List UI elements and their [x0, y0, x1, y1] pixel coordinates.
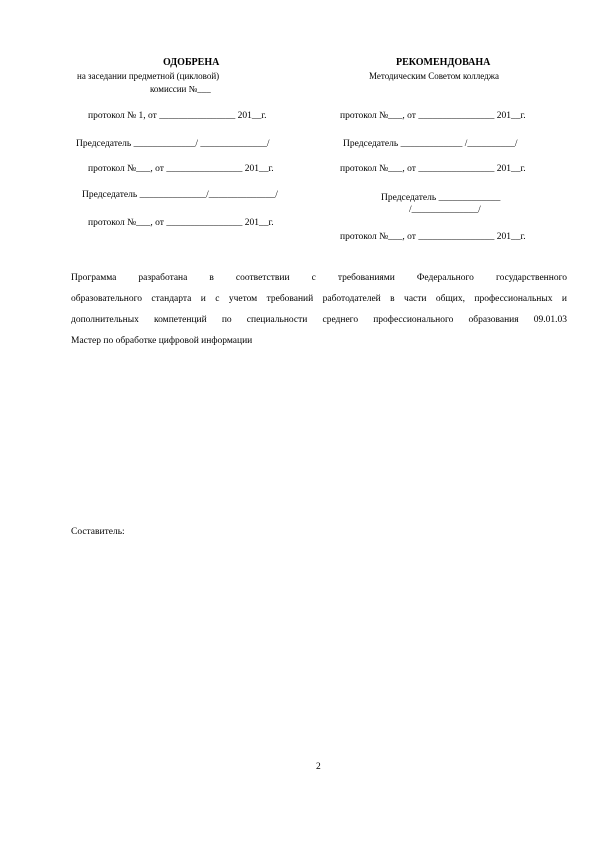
- right-chairman-2: Председатель _____________: [381, 193, 501, 203]
- program-description-line-4: Мастер по обработке цифровой информации: [71, 336, 253, 346]
- left-protocol-2: протокол №___, от ________________ 201__г.: [88, 164, 274, 174]
- left-protocol-1: протокол № 1, от ________________ 201__г.: [88, 111, 267, 121]
- right-chairman-2-signature: /______________/: [409, 205, 481, 215]
- program-description: [71, 268, 567, 352]
- program-description-line-1: Программа разработана в соответствии с требованиями Федерального государственного: [71, 273, 567, 283]
- left-protocol-3: протокол №___, от ________________ 201__г.: [88, 218, 274, 228]
- left-chairman-2: Председатель ______________/______________/: [82, 190, 278, 200]
- right-protocol-3: протокол №___, от ________________ 201__г.: [340, 232, 526, 242]
- right-protocol-1: протокол №___, от ________________ 201__г.: [340, 111, 526, 121]
- page-number: 2: [316, 762, 321, 772]
- left-approval-subtitle-1: на заседании предметной (цикловой): [77, 71, 220, 81]
- left-approval-subtitle-2: комиссии №___: [150, 84, 211, 94]
- right-chairman-1: Председатель _____________ /__________/: [343, 139, 518, 149]
- right-protocol-2: протокол №___, от ________________ 201__г.: [340, 164, 526, 174]
- left-approval-heading: ОДОБРЕНА: [163, 57, 220, 68]
- author-label: Составитель:: [71, 527, 125, 537]
- program-description-line-2: образовательного стандарта и с учетом требований работодателей в части общих, профессиональных и: [71, 294, 567, 304]
- program-description-line-3: дополнительных компетенций по специальности среднего профессионального образования 09.01.03: [71, 315, 567, 325]
- left-chairman-1: Председатель _____________/ ______________/: [76, 139, 270, 149]
- right-recommended-heading: РЕКОМЕНДОВАНА: [396, 57, 491, 68]
- right-recommended-subtitle: Методическим Советом колледжа: [369, 71, 499, 81]
